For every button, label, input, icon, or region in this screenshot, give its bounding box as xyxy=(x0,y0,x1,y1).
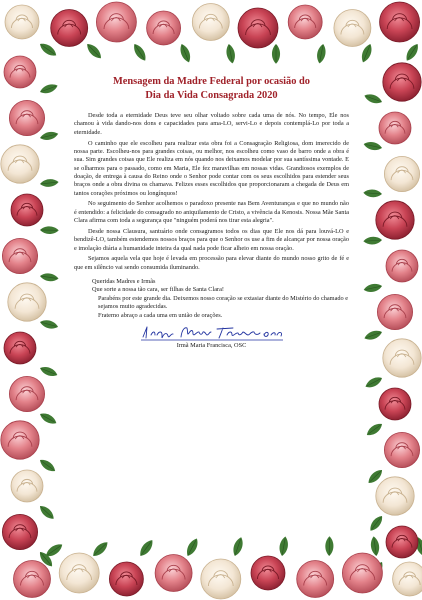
leaf-icon xyxy=(37,503,56,521)
rose-icon xyxy=(384,432,419,467)
leaf-icon xyxy=(272,44,280,64)
leaf-icon xyxy=(225,43,237,64)
leaf-icon xyxy=(363,92,383,106)
rose-icon xyxy=(8,283,46,321)
rose-icon xyxy=(386,250,418,282)
salutation: Queridas Madres e Irmãs xyxy=(92,278,156,286)
rose-icon xyxy=(14,561,51,598)
rose-icon xyxy=(201,559,241,599)
leaf-icon xyxy=(137,538,155,559)
rose-icon xyxy=(5,5,39,39)
rose-icon xyxy=(4,332,36,364)
leaf-icon xyxy=(231,536,245,557)
rose-icon xyxy=(379,388,411,420)
rose-icon xyxy=(1,421,39,459)
rose-icon xyxy=(1,145,39,183)
paragraph-3: No seguimento do Senhor acolhemos o paradoxo presente nas Bem Aventuranças e que no mundo não é entendido: a felicidade do consagrado no aniquilamento de Cristo, a vivência da Kenosis. Nossa Mãe Santa Clara afirma com toda a segurança que "ninguém poderá nos tirar esta alegria". xyxy=(74,200,349,225)
leaf-icon xyxy=(40,226,59,234)
paragraph-2: O caminho que ele escolheu para realizar esta obra foi a Consagração Religiosa, dom imerecido de nossa parte. Escolheu-nos para grandes coisas, ou melhor, nos escolheu como vaso de barro onde a obra é sua. Sim grandes coisas que Ele realiza em nós quando nos deixamos modelar por sua santíssima vontade. E se olharmos para o passado, como em Maria, Ele fez maravilhas em nossas vidas. Grandiosos exemplos de doação, de entrega à causa do Reino onde o Senhor pode contar com os seus escolhidos para estender seus braços onde a obra divina os chamava. Felizes esses escolhidos que proporcionaram a chegada de Deus em tantos corações próximos ou longínquos! xyxy=(74,139,349,197)
rose-icon xyxy=(383,339,421,377)
rose-icon xyxy=(393,562,422,596)
title-line-1: Mensagem da Madre Federal por ocasião do xyxy=(112,76,311,87)
title-line-2: Dia da Vida Consagrada 2020 xyxy=(145,89,278,101)
leaf-icon xyxy=(363,236,382,245)
rose-icon xyxy=(238,8,278,48)
rose-icon xyxy=(192,4,229,41)
leaf-icon xyxy=(39,318,59,330)
signer-name: Irmã Maria Francisca, OSC xyxy=(176,341,247,349)
leaf-icon xyxy=(131,42,149,63)
leaf-icon xyxy=(278,536,289,557)
leaf-icon xyxy=(90,539,110,559)
signature-block xyxy=(74,323,349,350)
rose-icon xyxy=(4,56,36,88)
leaf-icon xyxy=(363,140,383,151)
leaf-icon xyxy=(178,42,193,63)
rose-icon xyxy=(380,2,420,42)
paragraph-5: Sejamos aquela vela que hoje é levada em processão para elevar diante do mundo nosso grito de fé e que em silêncio vai sendo consumida iluminando. xyxy=(74,255,349,271)
leaf-icon xyxy=(40,178,59,188)
rose-icon xyxy=(2,238,37,273)
rose-icon xyxy=(9,376,44,411)
rose-icon xyxy=(342,553,382,593)
rose-icon xyxy=(334,10,371,47)
rose-icon xyxy=(2,514,37,549)
leaf-icon xyxy=(184,537,200,558)
rose-icon xyxy=(384,156,419,191)
leaf-icon xyxy=(39,272,59,282)
leaf-icon xyxy=(365,421,385,438)
leaf-icon xyxy=(367,514,385,533)
rose-icon xyxy=(147,11,181,45)
paragraph-4: Desde nossa Clausura, santuário onde consagramos todos os dias que Ele nos dá para louvá-LO e bendizê-LO, também estendemos nossos braços para que o Senhor os use a fim de alcançar por nossa oração e imolação diária a humanidade inteira da qual nada pode ficar alheio em nossa oração. xyxy=(74,227,349,252)
leaf-icon xyxy=(364,375,384,391)
leaf-icon xyxy=(315,43,327,64)
greeting-line-2: Que sorte a nossa tão cara, ser filhas de Santa Clara! xyxy=(92,286,225,294)
leaf-icon xyxy=(38,411,58,427)
rose-icon xyxy=(251,556,285,590)
leaf-icon xyxy=(325,536,333,556)
rose-icon xyxy=(386,526,418,558)
leaf-icon xyxy=(403,42,421,63)
rose-icon xyxy=(383,63,421,101)
rose-icon xyxy=(376,477,414,515)
greeting-line-4: Fraterno abraço a cada uma em união de orações. xyxy=(98,311,223,319)
greeting-line-3: Parabéns por este grande dia. Deixemos nosso coração se extasiar diante do Mistério do chamado e sejamos muito agradecidas. xyxy=(98,294,349,311)
leaf-icon xyxy=(363,328,383,342)
paragraph-1: Desde toda a eternidade Deus teve seu olhar voltado sobre cada uma de nós. No tempo, Ele nos chamou à vida dando-nos dons e capacidades para ama-LO, servi-Lo e depois contemplá-Lo por toda a eternidade. xyxy=(74,112,349,136)
rose-icon xyxy=(377,294,412,329)
rose-icon xyxy=(59,553,99,593)
leaf-icon xyxy=(39,82,59,96)
letter xyxy=(74,75,349,525)
leaf-icon xyxy=(38,41,59,59)
rose-icon xyxy=(109,562,143,596)
rose-icon xyxy=(9,100,44,135)
letter-title xyxy=(74,75,349,102)
leaf-icon xyxy=(359,42,374,63)
rose-icon xyxy=(11,470,43,502)
rose-icon xyxy=(96,2,136,42)
leaf-icon xyxy=(39,364,59,378)
leaf-icon xyxy=(363,189,382,198)
leaf-icon xyxy=(84,41,104,61)
rose-icon xyxy=(379,112,411,144)
rose-icon xyxy=(155,555,192,592)
leaf-icon xyxy=(38,457,58,474)
greeting xyxy=(74,278,349,320)
rose-icon xyxy=(288,5,322,39)
leaf-icon xyxy=(363,282,383,293)
rose-icon xyxy=(11,194,43,226)
rose-icon xyxy=(51,10,88,47)
rose-icon xyxy=(297,561,334,598)
rose-icon xyxy=(376,201,414,239)
handwritten-signature xyxy=(137,323,287,343)
leaf-icon xyxy=(370,536,381,557)
leaf-icon xyxy=(39,130,59,142)
